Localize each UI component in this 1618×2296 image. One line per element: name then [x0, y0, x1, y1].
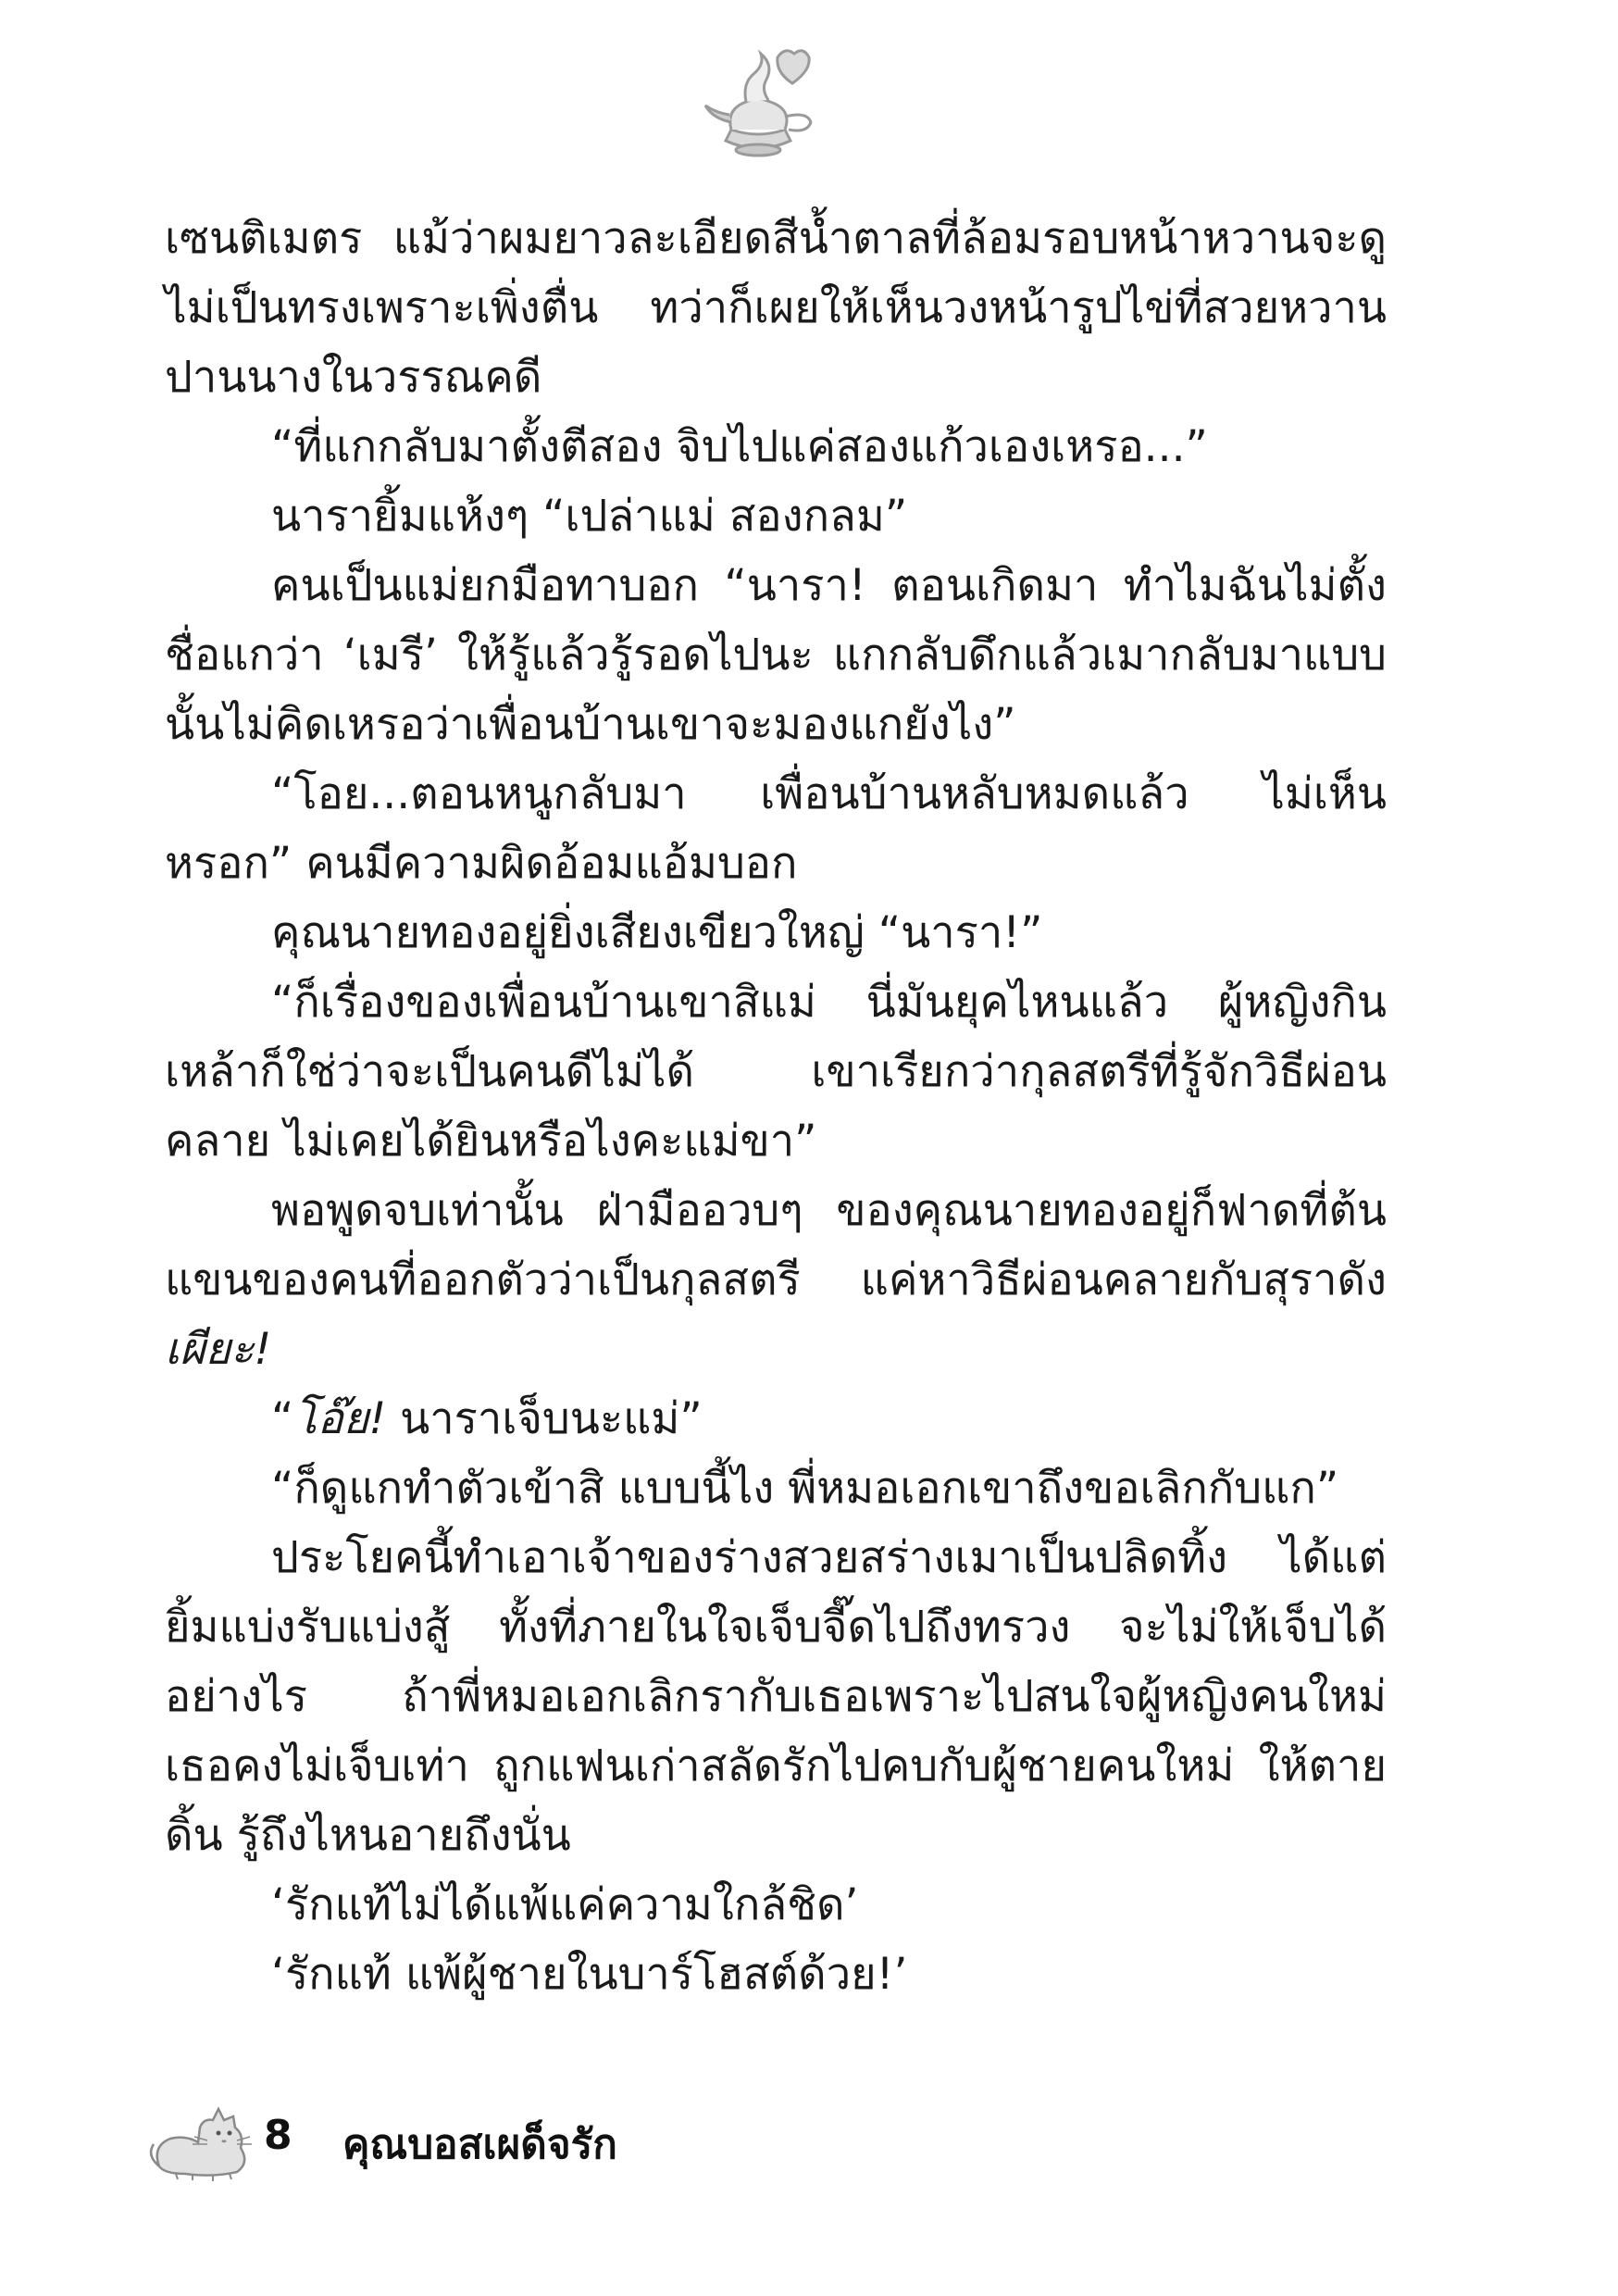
italic-sound-effect: เผียะ!: [165, 1324, 272, 1375]
paragraph: เซนติเมตร แม้ว่าผมยาวละเอียดสีน้ำตาลที่ล้อมรอบหน้าหวานจะดูไม่เป็นทรงเพราะเพิ่งตื่น ทว่าก็เผยให้เห็นวงหน้ารูปไข่ที่สวยหวานปานนางในวรรณคดี: [165, 213, 1387, 403]
cat-icon: [148, 2081, 278, 2183]
paragraph: คุณนายทองอยู่ยิ่งเสียงเขียวใหญ่ “นารา!”: [271, 907, 1043, 958]
paragraph: “ก็เรื่องของเพื่อนบ้านเขาสิแม่ นี่มันยุคไหนแล้ว ผู้หญิงกินเหล้าก็ใช่ว่าจะเป็นคนดีไม่ได้ เขาเรียกว่ากุลสตรีที่รู้จักวิธีผ่อนคลาย ไม่เคยได้ยินหรือไงคะแม่ขา”: [165, 977, 1387, 1167]
paragraph: ‘รักแท้ไม่ได้แพ้แค่ความใกล้ชิด’: [271, 1879, 859, 1930]
paragraph: “ที่แกกลับมาตั้งตีสอง จิบไปแค่สองแก้วเองเหรอ...”: [271, 421, 1208, 472]
paragraph: คนเป็นแม่ยกมือทาบอก “นารา! ตอนเกิดมา ทำไมฉันไม่ตั้งชื่อแกว่า ‘เมรี’ ให้รู้แล้วรู้รอดไปนะ แกกลับดึกแล้วเมากลับมาแบบนั้นไม่คิดเหรอว่าเพื่อนบ้านเขาจะมองแกยังไง”: [165, 560, 1387, 750]
paragraph: [165, 1384, 1387, 1454]
paragraph: “ก็ดูแกทำตัวเข้าสิ แบบนี้ไง พี่หมอเอกเขาถึงขอเลิกกับแก”: [271, 1463, 1339, 1514]
page-footer: [148, 2081, 1351, 2192]
paragraph-text: พอพูดจบเท่านั้น ฝ่ามืออวบๆ ของคุณนายทองอยู่ก็ฟาดที่ต้นแขนของคนที่ออกตัวว่าเป็นกุลสตรี แค่หาวิธีผ่อนคลายกับสุราดัง: [165, 1185, 1387, 1305]
paragraph: ประโยคนี้ทำเอาเจ้าของร่างสวยสร่างเมาเป็นปลิดทิ้ง ได้แต่ยิ้มแบ่งรับแบ่งสู้ ทั้งที่ภายในใจเจ็บจี๊ดไปถึงทรวง จะไม่ให้เจ็บได้อย่างไร ถ้าพี่หมอเอกเลิกรากับเธอเพราะไปสนใจผู้หญิงคนใหม่ เธอคงไม่เจ็บเท่า ถูกแฟนเก่าสลัดรักไปคบกับผู้ชายคนใหม่ ให้ตายดิ้น รู้ถึงไหนอายถึงนั่น: [165, 1532, 1387, 1861]
paragraph: “โอย...ตอนหนูกลับมา เพื่อนบ้านหลับหมดแล้ว ไม่เห็นหรอก” คนมีความผิดอ้อมแอ้มบอก: [165, 768, 1387, 889]
italic-exclamation: โอ๊ย!: [293, 1393, 387, 1444]
page-number: 8: [264, 2112, 292, 2159]
paragraph-text: นาราเจ็บนะแม่”: [386, 1393, 703, 1444]
book-title: คุณบอสเผด็จรัก: [342, 2121, 617, 2168]
open-quote: “: [271, 1393, 294, 1444]
body-text: [165, 204, 1387, 2009]
paragraph: ‘รักแท้ แพ้ผู้ชายในบาร์โฮสต์ด้วย!’: [271, 1949, 908, 2000]
paragraph: [165, 1176, 1387, 1384]
paragraph: นารายิ้มแห้งๆ “เปล่าแม่ สองกลม”: [271, 491, 908, 542]
genie-lamp-icon: [689, 37, 828, 176]
